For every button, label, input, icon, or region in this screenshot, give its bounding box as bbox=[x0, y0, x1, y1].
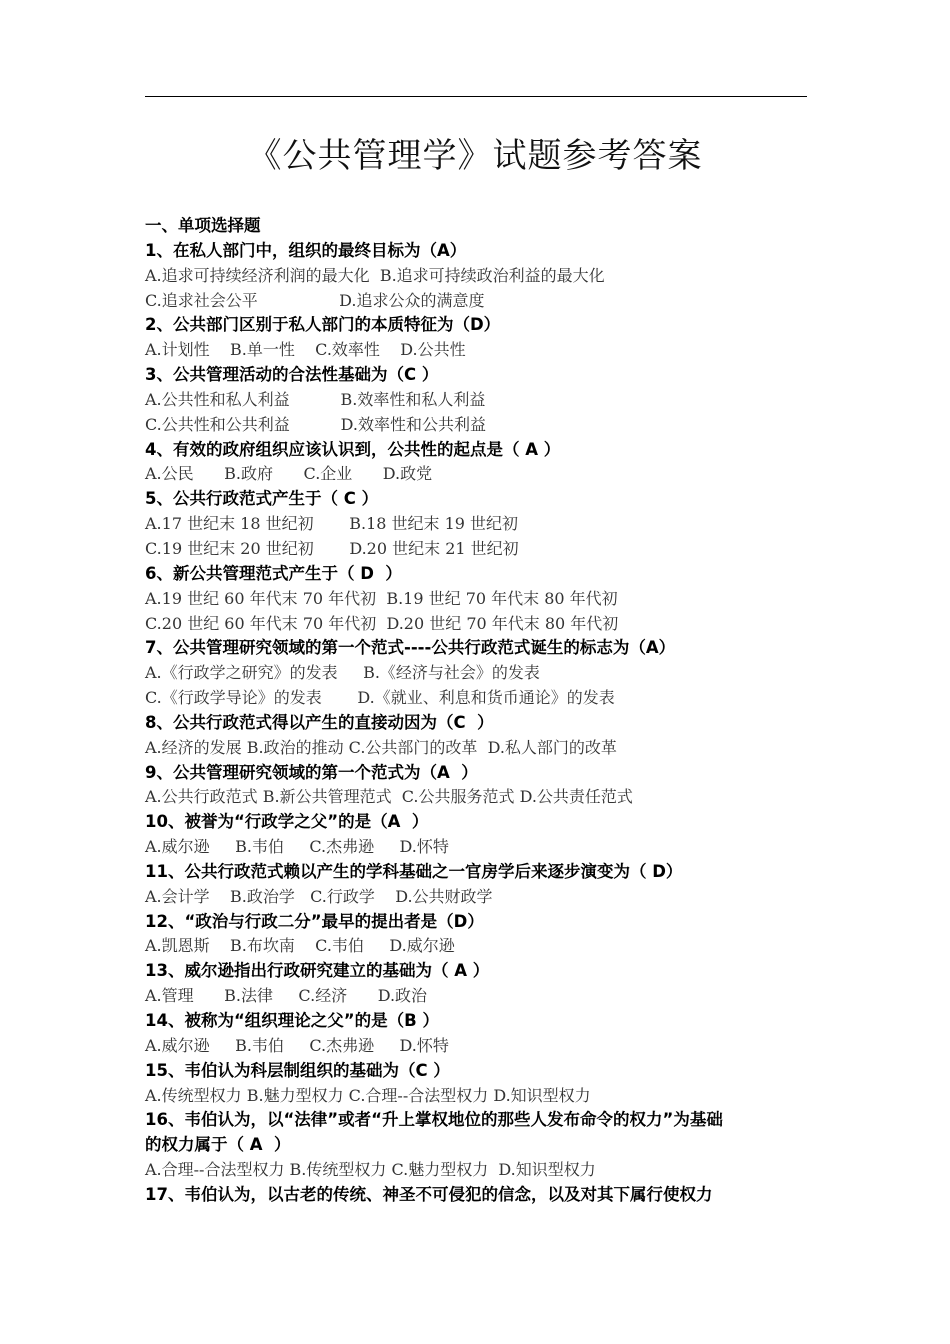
content-body bbox=[145, 214, 815, 1208]
option-line: C.19 世纪末 20 世纪初 D.20 世纪末 21 世纪初 bbox=[145, 538, 519, 558]
option-line: A.公共性和私人利益 B.效率性和私人利益 bbox=[145, 389, 486, 409]
option-line: A.《行政学之研究》的发表 B.《经济与社会》的发表 bbox=[145, 663, 540, 683]
question-line: 11、公共行政范式赖以产生的学科基础之一官房学后来逐步演变为（ D） bbox=[145, 861, 683, 881]
option-line: A.传统型权力 B.魅力型权力 C.合理--合法型权力 D.知识型权力 bbox=[145, 1085, 591, 1105]
option-line: A.合理--合法型权力 B.传统型权力 C.魅力型权力 D.知识型权力 bbox=[145, 1160, 596, 1180]
question-line: 2、公共部门区别于私人部门的本质特征为（D） bbox=[145, 315, 501, 335]
question-line: 13、威尔逊指出行政研究建立的基础为（ A ） bbox=[145, 961, 490, 981]
option-line: A.经济的发展 B.政治的推动 C.公共部门的改革 D.私人部门的改革 bbox=[145, 737, 617, 757]
question-line: 17、韦伯认为，以古老的传统、神圣不可侵犯的信念，以及对其下属行使权力 bbox=[145, 1184, 713, 1204]
question-line: 1、在私人部门中，组织的最终目标为（A） bbox=[145, 240, 467, 260]
page-title: 《公共管理学》试题参考答案 bbox=[247, 136, 703, 176]
option-line: A.凯恩斯 B.布坎南 C.韦伯 D.威尔逊 bbox=[145, 936, 455, 956]
option-line: C.《行政学导论》的发表 D.《就业、利息和货币通论》的发表 bbox=[145, 688, 615, 708]
question-line: 4、有效的政府组织应该认识到，公共性的起点是（ A ） bbox=[145, 439, 561, 459]
option-line: A.计划性 B.单一性 C.效率性 D.公共性 bbox=[145, 340, 466, 360]
question-line: 12、“政治与行政二分”最早的提出者是（D） bbox=[145, 911, 484, 931]
option-line: C.公共性和公共利益 D.效率性和公共利益 bbox=[145, 414, 486, 434]
question-line: 10、被誉为“行政学之父”的是（A ） bbox=[145, 812, 429, 832]
question-line: 8、公共行政范式得以产生的直接动因为（C ） bbox=[145, 712, 494, 732]
option-line: A.17 世纪末 18 世纪初 B.18 世纪末 19 世纪初 bbox=[145, 514, 519, 534]
option-line: A.19 世纪 60 年代末 70 年代初 B.19 世纪 70 年代末 80 年代初 bbox=[145, 588, 618, 608]
question-line: 16、韦伯认为，以“法律”或者“升上掌权地位的那些人发布命令的权力”为基础 bbox=[145, 1110, 723, 1130]
question-line: 14、被称为“组织理论之父”的是（B ） bbox=[145, 1011, 439, 1030]
question-line: 5、公共行政范式产生于（ C ） bbox=[145, 489, 379, 509]
question-line: 6、新公共管理范式产生于（ D ） bbox=[145, 563, 402, 583]
question-line: 9、公共管理研究领域的第一个范式为（A ） bbox=[145, 762, 478, 782]
header-rule bbox=[145, 96, 807, 97]
question-line: 3、公共管理活动的合法性基础为（C ） bbox=[145, 365, 439, 385]
option-line: A.追求可持续经济利润的最大化 B.追求可持续政治利益的最大化 bbox=[145, 265, 605, 285]
option-line: C.20 世纪 60 年代末 70 年代初 D.20 世纪 70 年代末 80 年代初 bbox=[145, 613, 619, 633]
option-line: A.威尔逊 B.韦伯 C.杰弗逊 D.怀特 bbox=[145, 1035, 449, 1055]
question-line: 15、韦伯认为科层制组织的基础为（C ） bbox=[145, 1060, 450, 1080]
option-line: A.公共行政范式 B.新公共管理范式 C.公共服务范式 D.公共责任范式 bbox=[145, 787, 633, 807]
section-heading: 一、单项选择题 bbox=[145, 216, 261, 235]
question-line: 的权力属于（ A ） bbox=[145, 1135, 291, 1155]
option-line: A.公民 B.政府 C.企业 D.政党 bbox=[145, 464, 433, 484]
question-list bbox=[145, 239, 815, 1208]
question-line: 7、公共管理研究领域的第一个范式----公共行政范式诞生的标志为（A） bbox=[145, 638, 676, 658]
option-line: A.管理 B.法律 C.经济 D.政治 bbox=[145, 986, 428, 1006]
option-line: A.会计学 B.政治学 C.行政学 D.公共财政学 bbox=[145, 886, 493, 906]
option-line: A.威尔逊 B.韦伯 C.杰弗逊 D.怀特 bbox=[145, 837, 449, 857]
option-line: C.追求社会公平 D.追求公众的满意度 bbox=[145, 290, 485, 310]
